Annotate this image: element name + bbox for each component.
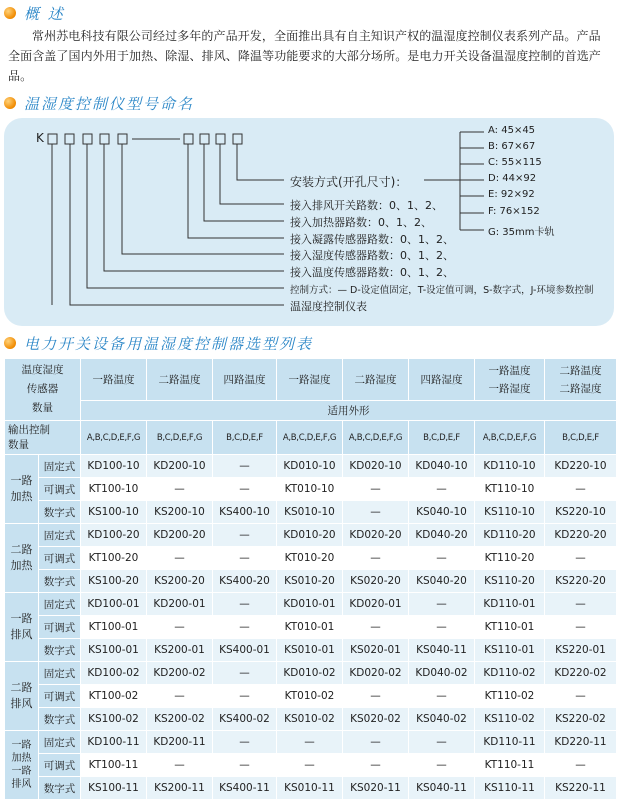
model-cell: KT010-01 [277, 616, 343, 639]
label-fan: 接入排风开关路数：0、1、2、 [290, 199, 443, 212]
table-header-row [5, 359, 617, 401]
model-cell: — [545, 754, 617, 777]
overview-header [4, 2, 65, 24]
column-header [343, 359, 409, 401]
table-row [5, 570, 617, 593]
model-cell: — [147, 754, 213, 777]
control-type: 可调式 [39, 478, 81, 501]
column-header [277, 359, 343, 401]
model-cell: KS220-11 [545, 777, 617, 800]
model-cell: KD100-10 [81, 455, 147, 478]
table-row [5, 501, 617, 524]
model-cell: KS040-10 [409, 501, 475, 524]
table-row [5, 777, 617, 800]
group-label-line: 排风 [10, 697, 33, 710]
model-cell: KS010-10 [277, 501, 343, 524]
model-cell: — [409, 593, 475, 616]
model-cell: — [343, 547, 409, 570]
model-cell: KS100-11 [81, 777, 147, 800]
column-header-line1: 一路温度 [488, 364, 531, 377]
model-cell: KS220-10 [545, 501, 617, 524]
model-cell: KD010-02 [277, 662, 343, 685]
code-prefix: K [36, 131, 44, 145]
control-type: 固定式 [39, 524, 81, 547]
group-label-line: 二路 [10, 543, 33, 556]
model-cell: — [213, 662, 277, 685]
table-row [5, 662, 617, 685]
leader-fan [220, 144, 284, 204]
model-cell: KD100-11 [81, 731, 147, 754]
selection-table [4, 358, 616, 800]
model-cell: KD100-02 [81, 662, 147, 685]
model-cell: — [545, 616, 617, 639]
shape-cell: A,B,C,D,E,F,G [475, 421, 545, 455]
model-cell: KD200-01 [147, 593, 213, 616]
table-corner [5, 359, 81, 421]
group-label [5, 593, 39, 662]
output-control-label [5, 421, 81, 455]
group-label [5, 524, 39, 593]
model-cell: KT110-10 [475, 478, 545, 501]
group-label-line: 一路 [10, 474, 33, 487]
model-cell: KT100-10 [81, 478, 147, 501]
naming-header [4, 92, 194, 114]
model-cell: KS010-01 [277, 639, 343, 662]
table-row [5, 478, 617, 501]
group-label-line: 一路 [11, 740, 32, 751]
group-label [5, 662, 39, 731]
model-cell: KS100-20 [81, 570, 147, 593]
table-row [5, 547, 617, 570]
leader-instrument [70, 144, 284, 305]
control-type: 可调式 [39, 754, 81, 777]
model-cell: KS110-10 [475, 501, 545, 524]
model-cell: KT010-02 [277, 685, 343, 708]
model-cell: — [277, 731, 343, 754]
group-label-line: 加热 [10, 559, 33, 572]
control-type: 固定式 [39, 731, 81, 754]
code-box-4 [100, 134, 109, 144]
column-header-line1: 四路湿度 [420, 373, 463, 386]
model-cell: KS400-01 [213, 639, 277, 662]
group-label [5, 455, 39, 524]
model-cell: — [343, 478, 409, 501]
table-row [5, 685, 617, 708]
model-cell: — [213, 478, 277, 501]
model-cell: KD200-02 [147, 662, 213, 685]
column-header [213, 359, 277, 401]
leader-temp [104, 144, 284, 271]
control-type: 可调式 [39, 685, 81, 708]
table-row [5, 455, 617, 478]
group-label-line: 加热 [10, 490, 33, 503]
column-header-line1: 二路湿度 [354, 373, 397, 386]
model-cell: KD110-02 [475, 662, 545, 685]
bullet-dot-icon [4, 337, 16, 349]
model-cell: KD220-20 [545, 524, 617, 547]
model-cell: KS040-11 [409, 639, 475, 662]
table-row [5, 593, 617, 616]
column-header [409, 359, 475, 401]
model-cell: KD010-01 [277, 593, 343, 616]
column-header [545, 359, 617, 401]
group-label-line: 加热 [11, 753, 32, 764]
table-row [5, 731, 617, 754]
bullet-dot-icon [4, 97, 16, 109]
control-type: 数字式 [39, 570, 81, 593]
model-cell: — [409, 731, 475, 754]
model-cell: — [409, 478, 475, 501]
model-cell: KT110-01 [475, 616, 545, 639]
label-install: 安装方式(开孔尺寸)： [290, 175, 408, 189]
corner-label: 输出控制 [8, 423, 50, 436]
group-label-line: 一路 [10, 612, 33, 625]
model-cell: KD020-02 [343, 662, 409, 685]
option-b: B: 67×67 [488, 141, 536, 152]
shape-label: 适用外形 [81, 401, 617, 421]
label-instrument: 温湿度控制仪表 [290, 300, 367, 313]
corner-label: 数量 [8, 438, 29, 451]
code-box-2 [65, 134, 74, 144]
shapes-row [5, 421, 617, 455]
model-cell: KS040-20 [409, 570, 475, 593]
label-humidity: 接入湿度传感器路数：0、1、2、 [290, 249, 454, 262]
model-cell: KD010-10 [277, 455, 343, 478]
model-cell: KT100-20 [81, 547, 147, 570]
control-type: 数字式 [39, 639, 81, 662]
model-cell: — [545, 478, 617, 501]
option-d: D: 44×92 [488, 173, 537, 184]
model-cell: KS100-01 [81, 639, 147, 662]
column-header-line2: 一路湿度 [488, 382, 531, 395]
model-cell: — [545, 593, 617, 616]
model-cell: KD100-01 [81, 593, 147, 616]
column-header-line2: 二路湿度 [559, 382, 602, 395]
model-cell: KD020-20 [343, 524, 409, 547]
shape-cell: B,C,D,E,F [409, 421, 475, 455]
control-type: 固定式 [39, 455, 81, 478]
model-cell: — [409, 754, 475, 777]
model-cell: — [147, 616, 213, 639]
code-box-6 [184, 134, 193, 144]
model-cell: — [343, 731, 409, 754]
corner-label: 数量 [32, 402, 53, 414]
control-type: 固定式 [39, 593, 81, 616]
shape-cell: B,C,D,E,F,G [147, 421, 213, 455]
shape-cell: B,C,D,E,F [213, 421, 277, 455]
model-cell: — [409, 685, 475, 708]
model-cell: KD110-20 [475, 524, 545, 547]
option-a: A: 45×45 [488, 125, 536, 136]
option-f: F: 76×152 [488, 206, 540, 217]
model-cell: KT010-20 [277, 547, 343, 570]
model-cell: KD110-11 [475, 731, 545, 754]
model-cell: — [213, 547, 277, 570]
model-cell: KS200-10 [147, 501, 213, 524]
model-cell: KS110-11 [475, 777, 545, 800]
model-cell: KS040-02 [409, 708, 475, 731]
group-label-line: 排风 [10, 628, 33, 641]
model-cell: KD200-10 [147, 455, 213, 478]
shape-cell: A,B,C,D,E,F,G [81, 421, 147, 455]
model-cell: — [213, 754, 277, 777]
model-cell: — [545, 547, 617, 570]
model-cell: — [409, 616, 475, 639]
table-row [5, 754, 617, 777]
model-cell: KS100-02 [81, 708, 147, 731]
code-box-9 [233, 134, 242, 144]
column-header [81, 359, 147, 401]
model-cell: KD110-10 [475, 455, 545, 478]
model-cell: KS400-02 [213, 708, 277, 731]
shape-label-row [5, 401, 617, 421]
model-cell: KD200-11 [147, 731, 213, 754]
model-cell: — [147, 547, 213, 570]
model-cell: KS200-20 [147, 570, 213, 593]
model-cell: KD020-01 [343, 593, 409, 616]
control-type: 数字式 [39, 777, 81, 800]
model-cell: KT100-01 [81, 616, 147, 639]
column-header-line1: 四路温度 [223, 373, 266, 386]
model-cell: — [147, 478, 213, 501]
model-cell: KS220-20 [545, 570, 617, 593]
column-header-line1: 二路温度 [559, 364, 602, 377]
code-box-7 [200, 134, 209, 144]
code-box-8 [216, 134, 225, 144]
table-row [5, 616, 617, 639]
option-g: G: 35mm卡轨 [488, 227, 555, 238]
corner-label: 传感器 [26, 383, 59, 395]
model-cell: KT110-11 [475, 754, 545, 777]
code-box-1 [48, 134, 57, 144]
label-temp: 接入温度传感器路数：0、1、2、 [290, 266, 454, 279]
model-cell: KS400-11 [213, 777, 277, 800]
model-cell: — [213, 593, 277, 616]
table-row [5, 708, 617, 731]
group-label-line: 一路 [11, 766, 32, 777]
model-cell: KS110-20 [475, 570, 545, 593]
model-cell: KD220-10 [545, 455, 617, 478]
model-cell: KD040-20 [409, 524, 475, 547]
model-cell: KS400-10 [213, 501, 277, 524]
model-cell: KD200-20 [147, 524, 213, 547]
naming-title: 温湿度控制仪型号命名 [24, 94, 195, 113]
overview-text: 常州苏电科技有限公司经过多年的产品开发，全面推出具有自主知识产权的温湿度控制仪表系列产品。产品全面含盖了国内外用于加热、除湿、排风、降温等功能要求的大部分场所。是电力开关设备温湿度控制的首选产品。 [8, 29, 601, 83]
column-header-line1: 一路温度 [92, 373, 135, 386]
label-dew: 接入凝露传感器路数：0、1、2、 [290, 233, 454, 246]
control-type: 可调式 [39, 547, 81, 570]
option-e: E: 92×92 [488, 189, 535, 200]
model-cell: — [343, 616, 409, 639]
column-header [475, 359, 545, 401]
shape-cell: A,B,C,D,E,F,G [277, 421, 343, 455]
table-row [5, 524, 617, 547]
model-cell: KS110-02 [475, 708, 545, 731]
table-title: 电力开关设备用温湿度控制器选型列表 [24, 334, 314, 353]
shape-cell: B,C,D,E,F [545, 421, 617, 455]
corner-label: 温度湿度 [21, 364, 64, 376]
model-cell: KD220-02 [545, 662, 617, 685]
model-cell: KT110-20 [475, 547, 545, 570]
model-cell: KS200-01 [147, 639, 213, 662]
model-cell: — [213, 616, 277, 639]
table-row [5, 639, 617, 662]
leader-heater [204, 144, 284, 221]
group-label-line: 排风 [11, 779, 32, 790]
column-header-line1: 一路湿度 [288, 373, 331, 386]
model-cell: KS020-20 [343, 570, 409, 593]
model-cell: KS110-01 [475, 639, 545, 662]
option-c: C: 55×115 [488, 157, 542, 168]
model-cell: KT110-02 [475, 685, 545, 708]
model-cell: — [213, 455, 277, 478]
shape-cell: A,B,C,D,E,F,G [343, 421, 409, 455]
model-cell: — [343, 754, 409, 777]
model-cell: KD040-02 [409, 662, 475, 685]
model-cell: — [147, 685, 213, 708]
column-header-line1: 二路温度 [158, 373, 201, 386]
group-label [5, 731, 39, 800]
model-cell: KD010-20 [277, 524, 343, 547]
leader-install [237, 144, 284, 180]
model-cell: KS010-02 [277, 708, 343, 731]
code-box-3 [83, 134, 92, 144]
model-cell: — [343, 685, 409, 708]
leader-control [87, 144, 284, 288]
model-cell: KS010-11 [277, 777, 343, 800]
model-cell: KS020-11 [343, 777, 409, 800]
naming-diagram [4, 118, 614, 326]
model-cell: KS400-20 [213, 570, 277, 593]
code-box-5 [118, 134, 127, 144]
model-cell: KD040-10 [409, 455, 475, 478]
control-type: 固定式 [39, 662, 81, 685]
model-cell: KT100-11 [81, 754, 147, 777]
model-cell: — [545, 685, 617, 708]
model-cell: KD020-10 [343, 455, 409, 478]
model-cell: KD100-20 [81, 524, 147, 547]
label-heater: 接入加热器路数：0、1、2、 [290, 216, 432, 229]
bullet-dot-icon [4, 7, 16, 19]
model-cell: — [343, 501, 409, 524]
control-type: 数字式 [39, 501, 81, 524]
label-control: 控制方式：— D-设定值固定，T-设定值可调，S-数字式，J-环境参数控制 [290, 285, 594, 296]
model-cell: KS040-11 [409, 777, 475, 800]
model-cell: KD110-01 [475, 593, 545, 616]
model-cell: KS220-02 [545, 708, 617, 731]
model-cell: KS100-10 [81, 501, 147, 524]
model-cell: KD220-11 [545, 731, 617, 754]
model-cell: KT100-02 [81, 685, 147, 708]
model-cell: — [213, 731, 277, 754]
model-cell: — [213, 524, 277, 547]
model-cell: KS020-01 [343, 639, 409, 662]
model-cell: — [213, 685, 277, 708]
table-header [4, 332, 313, 354]
column-header [147, 359, 213, 401]
control-type: 数字式 [39, 708, 81, 731]
model-cell: KS010-20 [277, 570, 343, 593]
model-cell: KT010-10 [277, 478, 343, 501]
model-cell: KS220-01 [545, 639, 617, 662]
model-cell: KS020-02 [343, 708, 409, 731]
model-cell: KS200-02 [147, 708, 213, 731]
overview-title: 概 述 [24, 4, 65, 23]
control-type: 可调式 [39, 616, 81, 639]
leader-dew [188, 144, 284, 238]
model-cell: — [277, 754, 343, 777]
group-label-line: 二路 [10, 681, 33, 694]
model-cell: KS200-11 [147, 777, 213, 800]
model-cell: — [409, 547, 475, 570]
